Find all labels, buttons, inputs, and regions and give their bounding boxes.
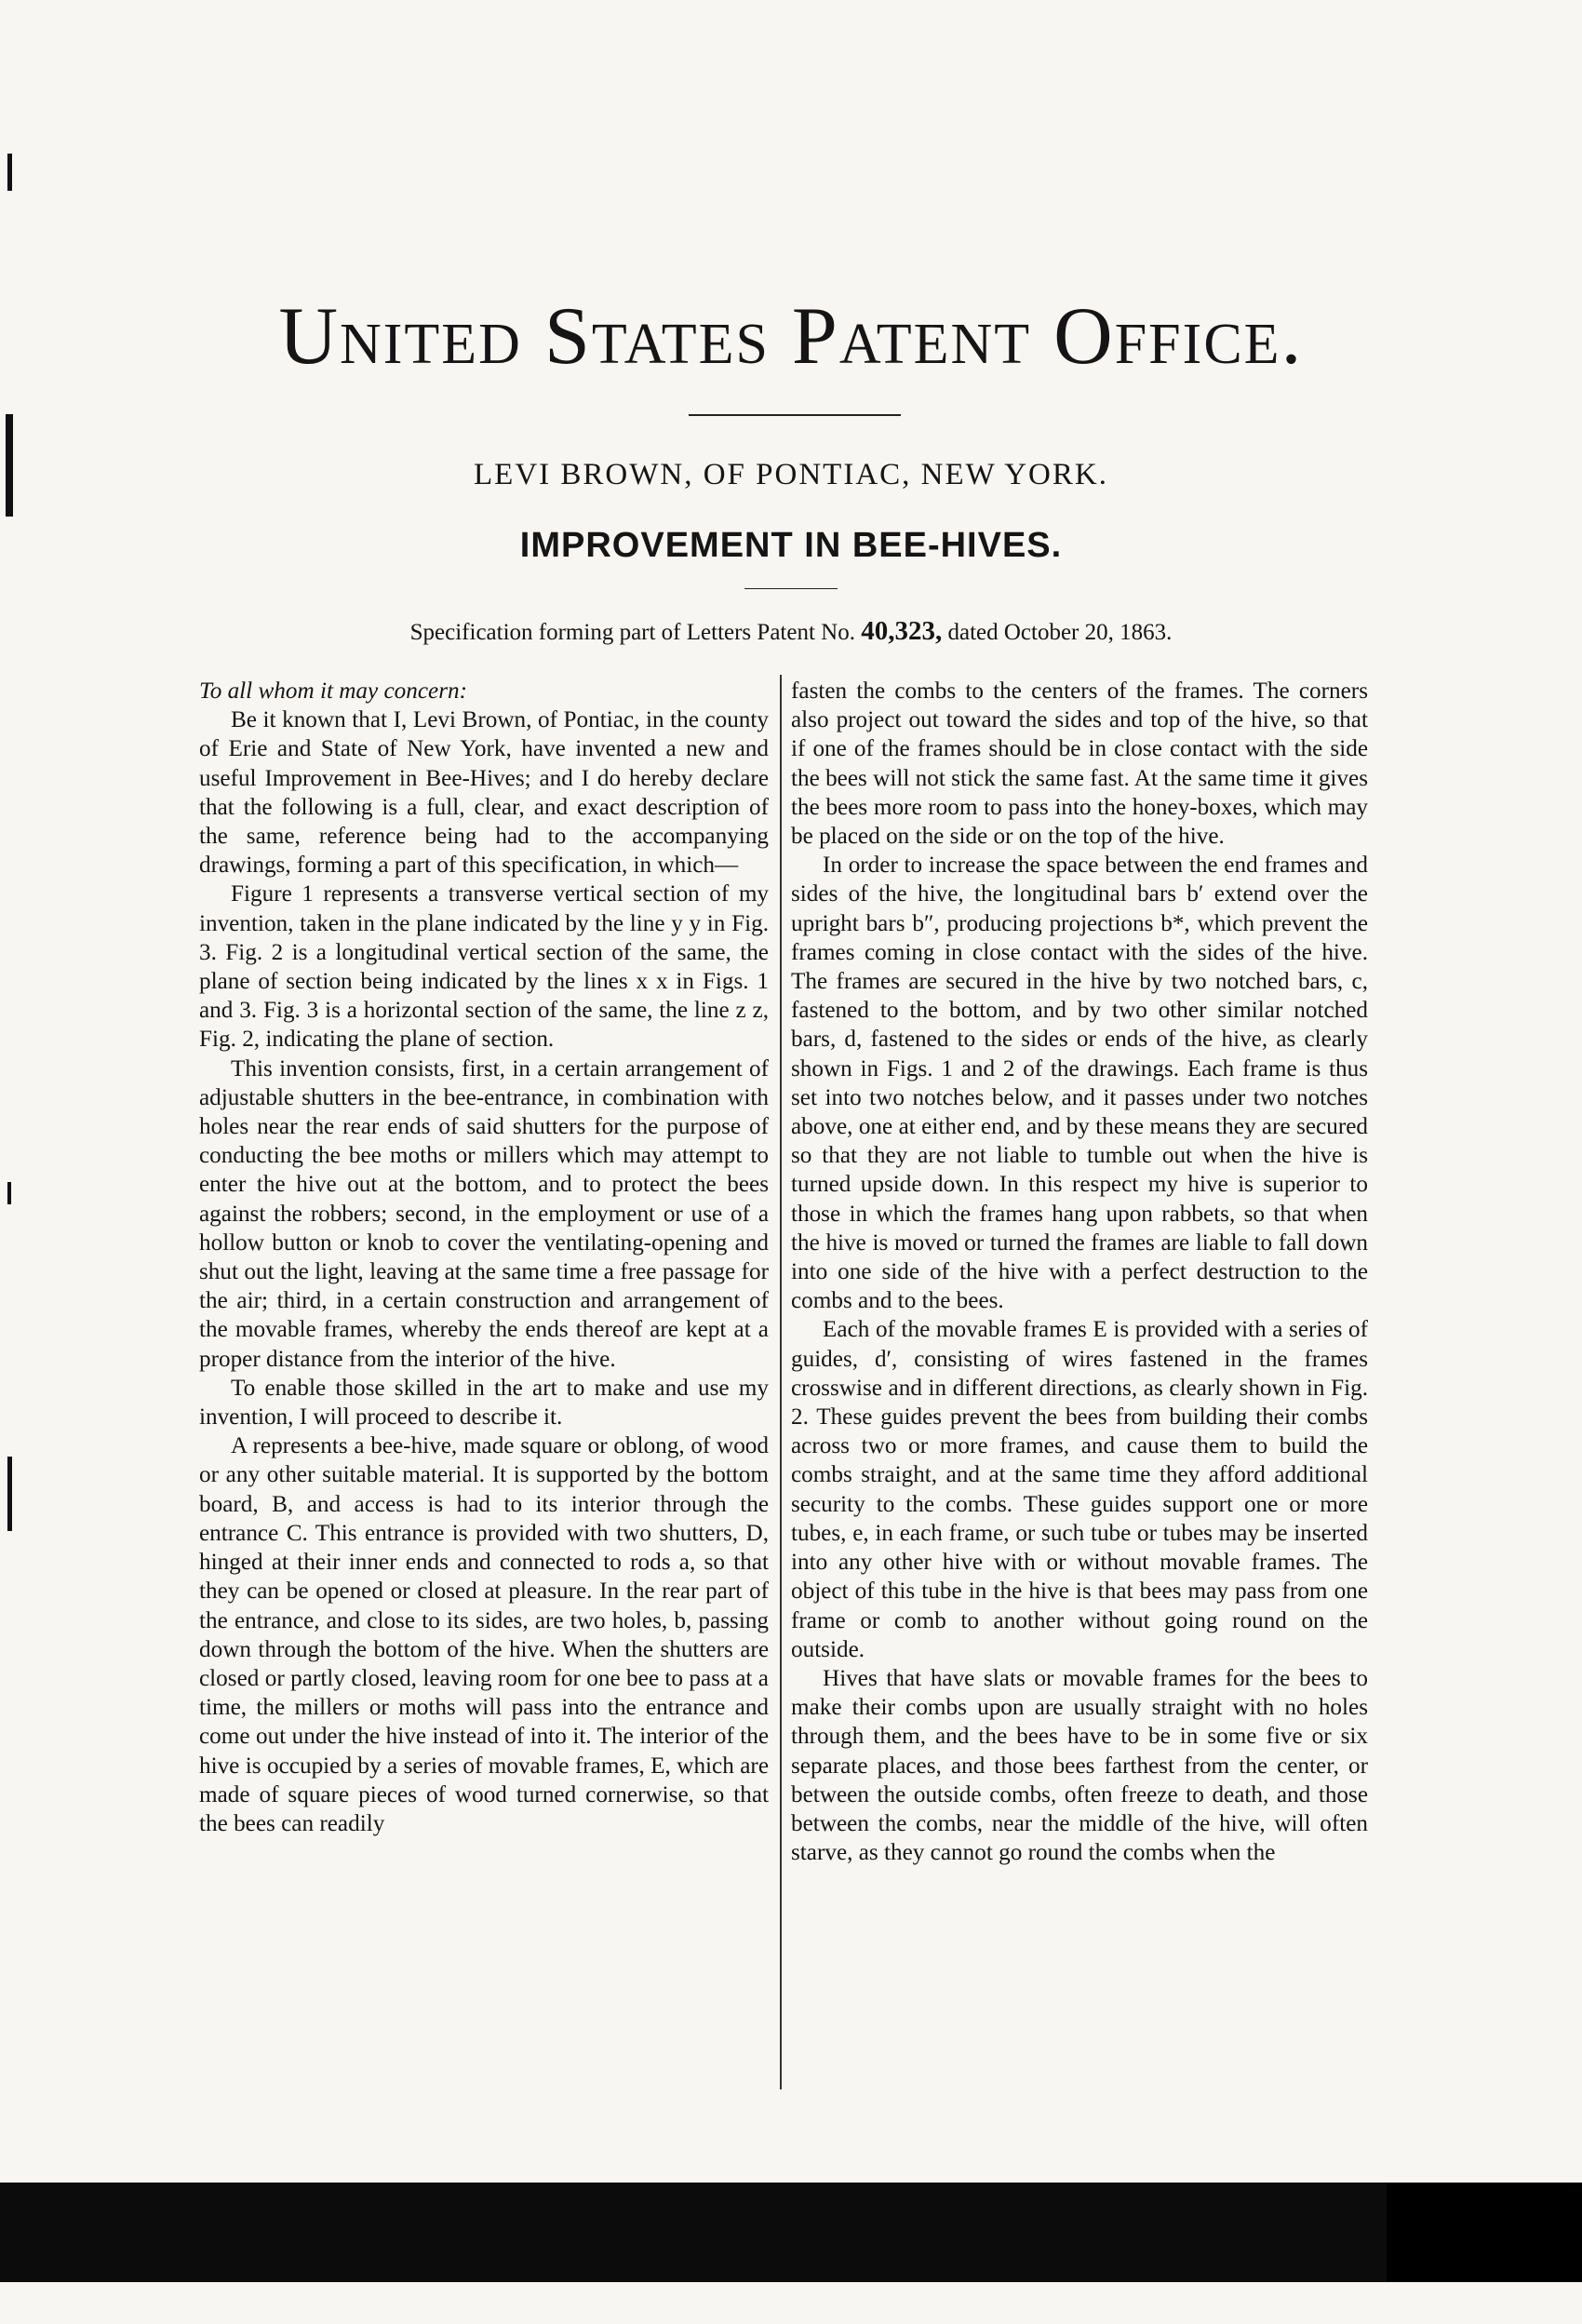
scan-edge-mark bbox=[7, 1457, 12, 1531]
scan-edge-mark bbox=[6, 414, 13, 517]
scan-edge-mark bbox=[7, 1182, 11, 1204]
spec-prefix: Specification forming part of Letters Patent No. bbox=[409, 620, 855, 645]
specification-line bbox=[0, 616, 1582, 647]
office-heading: United States Patent Office. bbox=[278, 291, 1304, 382]
inventor-line: LEVI BROWN, OF PONTIAC, NEW YORK. bbox=[474, 458, 1108, 491]
paragraph: Hives that have slats or movable frames for the bees to make their combs upon are usually straight with no holes through them, and the bees have to be in some five or six separate places, and those bees farthest from the center, or between the outside combs, often freeze to death, and those between the combs, near the middle of the hive, will often starve, as they cannot go round the combs when the bbox=[791, 1665, 1368, 1866]
paragraph: Each of the movable frames E is provided with a series of guides, d′, consisting of wires fastened in the frames crosswise and in different directions, as clearly shown in Fig. 2. These guides prevent the bees from building their combs across two or more frames, and cause them to build the combs straight, and at the same time they afford additional security to the combs. These guides support one or more tubes, e, in each frame, or such tube or tubes may be inserted into any other hive with or without movable frames. The object of this tube in the hive is that bees may pass from one frame or comb to another without going round on the outside. bbox=[791, 1317, 1368, 1662]
paragraph: To enable those skilled in the art to make and use my invention, I will proceed to describe it. bbox=[199, 1375, 769, 1431]
paragraph: In order to increase the space between the end frames and sides of the hive, the longitudinal bars b′ extend over the upright bars b″, producing projections b*, which prevent the frames coming in close contact with the sides of the hive. The frames are secured in the hive by two notched bars, c, fastened to the bottom, and by two other similar notched bars, d, fastened to the sides or ends of the hive, as clearly shown in Figs. 1 and 2 of the drawings. Each frame is thus set into two notches below, and it passes under two notches above, one at either end, and by these means they are secured so that they are not liable to tumble out when the hive is turned upside down. In this respect my hive is superior to those in which the frames hang upon rabbets, so that when the hive is moved or turned the frames are liable to fall down into one side of the hive with a perfect destruction to the combs and to the bees. bbox=[791, 853, 1368, 1314]
paragraph: fasten the combs to the centers of the frames. The corners also project out toward the sides and top of the hive, so that if one of the frames should be in close contact with the side the bees will not stick the same fast. At the same time it gives the bees more room to pass into the honey-boxes, which may be placed on the side or on the top of the hive. bbox=[791, 678, 1368, 850]
invention-title: IMPROVEMENT IN BEE-HIVES. bbox=[519, 526, 1063, 565]
scan-bottom-band-right bbox=[1387, 2183, 1582, 2282]
salutation: To all whom it may concern: bbox=[199, 678, 468, 704]
column-divider bbox=[780, 675, 782, 2089]
right-column bbox=[791, 677, 1368, 2082]
paragraph: Be it known that I, Levi Brown, of Pontiac, in the county of Erie and State of New York, have invented a new and useful Improvement in Bee-Hives; and I do hereby declare that the following is a full, clear, and exact description of the same, reference being had to the accompanying drawings, forming a part of this specification, in which— bbox=[199, 707, 769, 879]
scan-edge-mark bbox=[7, 154, 12, 191]
rule-under-office bbox=[689, 414, 901, 416]
patent-number: 40,323, bbox=[861, 616, 943, 646]
scan-bottom-band bbox=[0, 2183, 1387, 2282]
rule-under-title bbox=[744, 588, 838, 589]
paragraph: A represents a bee-hive, made square or oblong, of wood or any other suitable material. It is supported by the bottom board, B, and access is had to its interior through the entrance C. This entrance is provided with two shutters, D, hinged at their inner ends and connected to rods a, so that they can be opened or closed at pleasure. In the rear part of the entrance, and close to its sides, are two holes, b, passing down through the bottom of the hive. When the shutters are closed or partly closed, leaving room for one bee to pass at a time, the millers or moths will pass into the entrance and come out under the hive instead of into it. The interior of the hive is occupied by a series of movable frames, E, which are made of square pieces of wood turned cornerwise, so that the bees can readily bbox=[199, 1433, 769, 1836]
spec-suffix: dated October 20, 1863. bbox=[947, 620, 1173, 645]
left-column bbox=[199, 677, 769, 2082]
paragraph: Figure 1 represents a transverse vertical section of my invention, taken in the plane indicated by the line y y in Fig. 3. Fig. 2 is a longitudinal vertical section of the same, the plane of section being indicated by the lines x x in Figs. 1 and 3. Fig. 3 is a horizontal section of the same, the line z z, Fig. 2, indicating the plane of section. bbox=[199, 881, 769, 1053]
paragraph: This invention consists, first, in a certain arrangement of adjustable shutters in the bee-entrance, in combination with holes near the rear ends of said shutters for the purpose of conducting the bee moths or millers which may attempt to enter the hive out at the bottom, and to protect the bees against the robbers; second, in the employment or use of a hollow button or knob to cover the ventilating-opening and shut out the light, leaving at the same time a free passage for the air; third, in a certain construction and arrangement of the movable frames, whereby the ends thereof are kept at a proper distance from the interior of the hive. bbox=[199, 1055, 769, 1372]
